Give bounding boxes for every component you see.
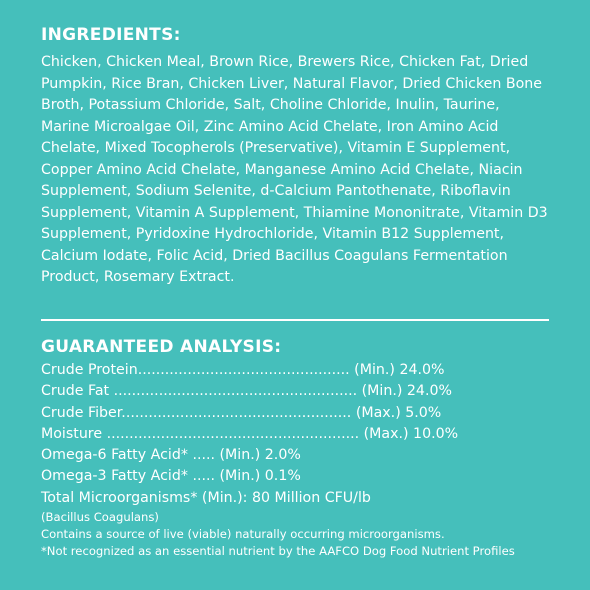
analysis-row-omega-6: Omega-6 Fatty Acid* ..... (Min.) 2.0% — [41, 447, 301, 464]
live-microorganisms-note: Contains a source of live (viable) naturally occurring microorganisms. — [41, 527, 445, 542]
analysis-row-crude-fiber: Crude Fiber................................................... (Max.) 5.0% — [41, 404, 442, 421]
bacillus-note: (Bacillus Coagulans) — [41, 510, 159, 525]
analysis-row-total-microorganisms: Total Microorganisms* (Min.): 80 Million CFU/lb — [41, 489, 371, 506]
analysis-row-moisture: Moisture ........................................................ (Max.) 10.0% — [41, 425, 459, 442]
ingredients-list: Chicken, Chicken Meal, Brown Rice, Brewers Rice, Chicken Fat, Dried Pumpkin, Rice Bran, Chicken Liver, Natural Flavor, Dried Chicken Bone Broth, Potassium Chloride, Salt, Choline Chloride, Inulin, Taurine, Marine Microalgae Oil, Zinc Amino Acid Chelate, Iron Amino Acid Chelate, Mixed Tocopherols (Preservative), Vitamin E Supplement, Copper Amino Acid Chelate, Manganese Amino Acid Chelate, Niacin Supplement, Sodium Selenite, d-Calcium Pantothenate, Riboflavin Supplement, Vitamin A Supplement, Thiamine Mononitrate, Vitamin D3 Supplement, Pyridoxine Hydrochloride, Vitamin B12 Supplement, Calcium Iodate, Folic Acid, Dried Bacillus Coagulans Fermentation Product, Rosemary Extract. — [41, 54, 548, 285]
ingredients-heading: INGREDIENTS: — [41, 25, 181, 45]
aafco-footnote: *Not recognized as an essential nutrient by the AAFCO Dog Food Nutrient Profiles — [41, 544, 515, 559]
analysis-row-crude-fat: Crude Fat ...................................................... (Min.) 24.0% — [41, 383, 452, 400]
analysis-heading: GUARANTEED ANALYSIS: — [41, 337, 282, 357]
guaranteed-analysis-section — [41, 336, 551, 560]
analysis-row-crude-protein: Crude Protein............................................... (Min.) 24.0% — [41, 362, 445, 378]
analysis-row-omega-3: Omega-3 Fatty Acid* ..... (Min.) 0.1% — [41, 468, 301, 485]
section-divider — [41, 319, 549, 321]
